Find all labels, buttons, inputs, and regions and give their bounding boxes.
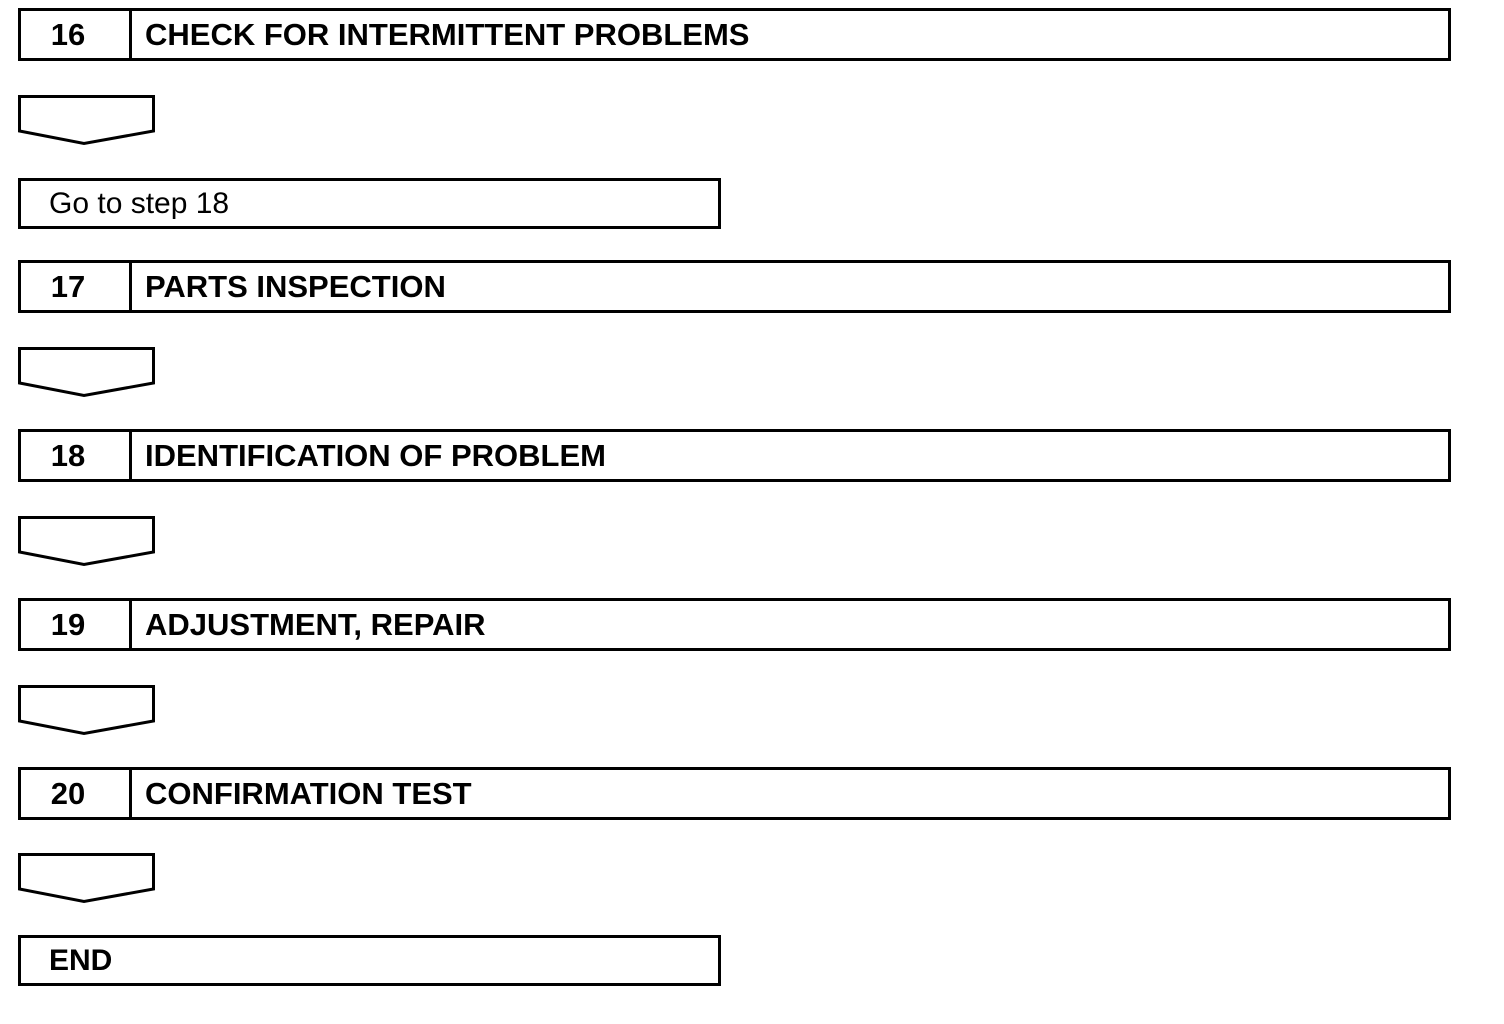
down-arrow-icon	[17, 94, 157, 146]
step-19-box	[18, 598, 1451, 651]
step-title: CONFIRMATION TEST	[145, 775, 472, 811]
end-box	[18, 935, 721, 986]
step-number: 20	[21, 770, 132, 817]
end-label: END	[49, 943, 113, 977]
goto-note-box	[18, 178, 721, 229]
step-17-box	[18, 260, 1451, 313]
step-number: 18	[21, 432, 132, 479]
goto-note-text: Go to step 18	[49, 186, 230, 220]
down-arrow-icon	[17, 852, 157, 904]
step-18-box	[18, 429, 1451, 482]
step-number: 17	[21, 263, 132, 310]
step-title: PARTS INSPECTION	[145, 268, 446, 304]
down-arrow-icon	[17, 684, 157, 736]
step-title: CHECK FOR INTERMITTENT PROBLEMS	[145, 16, 750, 52]
step-title: IDENTIFICATION OF PROBLEM	[145, 437, 606, 473]
step-number: 16	[21, 11, 132, 58]
down-arrow-icon	[17, 515, 157, 567]
down-arrow-icon	[17, 346, 157, 398]
step-16-box	[18, 8, 1451, 61]
step-title: ADJUSTMENT, REPAIR	[145, 606, 486, 642]
step-number: 19	[21, 601, 132, 648]
step-20-box	[18, 767, 1451, 820]
